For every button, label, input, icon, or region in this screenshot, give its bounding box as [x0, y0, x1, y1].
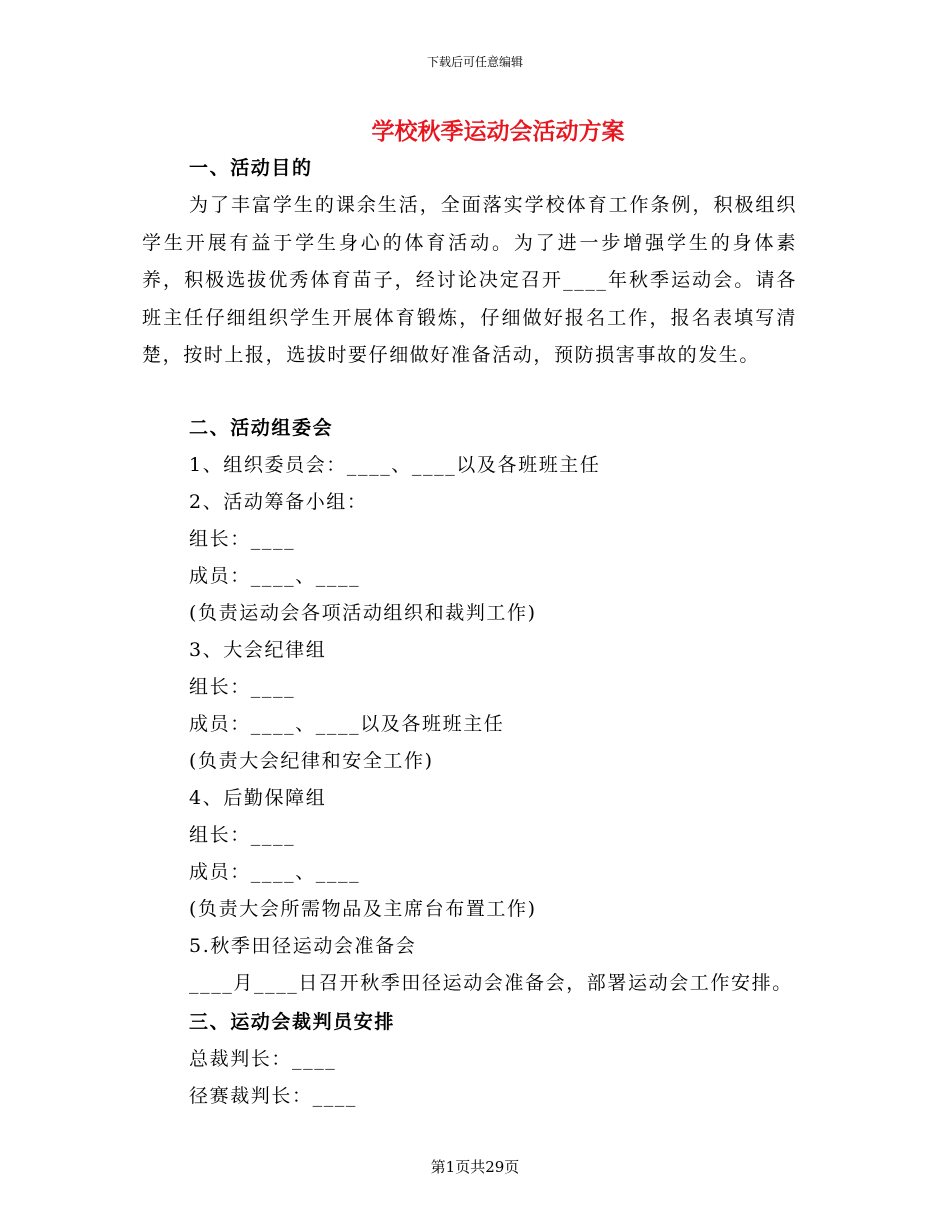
- section-heading-committee: 二、活动组委会: [189, 417, 334, 439]
- committee-item: (负责大会纪律和安全工作): [189, 750, 434, 772]
- committee-item: 组长：____: [189, 676, 296, 698]
- committee-item: 5.秋季田径运动会准备会: [189, 935, 417, 957]
- committee-item: (负责大会所需物品及主席台布置工作): [189, 898, 537, 920]
- page-header-note: 下载后可任意编辑: [426, 55, 523, 69]
- referee-item: 径赛裁判长：____: [189, 1085, 358, 1107]
- committee-item: 组长：____: [189, 528, 296, 550]
- committee-item: 成员：____、____: [189, 861, 361, 883]
- section-heading-purpose: 一、活动目的: [189, 157, 313, 179]
- committee-item: 3、大会纪律组: [189, 639, 327, 661]
- section-heading-referees: 三、运动会裁判员安排: [189, 1011, 396, 1033]
- committee-item: 组长：____: [189, 824, 296, 846]
- committee-item: 成员：____、____: [189, 565, 361, 587]
- committee-item: ____月____日召开秋季田径运动会准备会，部署运动会工作安排。: [189, 972, 793, 994]
- committee-item: 1、组织委员会：____、____以及各班班主任: [189, 454, 601, 476]
- document-title: 学校秋季运动会活动方案: [371, 118, 625, 145]
- committee-item: 成员：____、____以及各班班主任: [189, 713, 505, 735]
- committee-item: 2、活动筹备小组：: [189, 491, 368, 513]
- page-footer-number: 第1页共29页: [430, 1158, 520, 1176]
- committee-item: 4、后勤保障组: [189, 787, 327, 809]
- referee-item: 总裁判长：____: [189, 1048, 337, 1070]
- committee-item: (负责运动会各项活动组织和裁判工作): [189, 602, 537, 624]
- purpose-paragraph: 为了丰富学生的课余生活，全面落实学校体育工作条例，积极组织学生开展有益于学生身心的体育活动。为了进一步增强学生的身体素养，积极选拔优秀体育苗子，经讨论决定召开____年秋季运动会。请各班主任仔细组织学生开展体育锻炼，仔细做好报名工作，报名表填写清楚，按时上报，选拔时要仔细做好准备活动，预防损害事故的发生。: [142, 194, 797, 366]
